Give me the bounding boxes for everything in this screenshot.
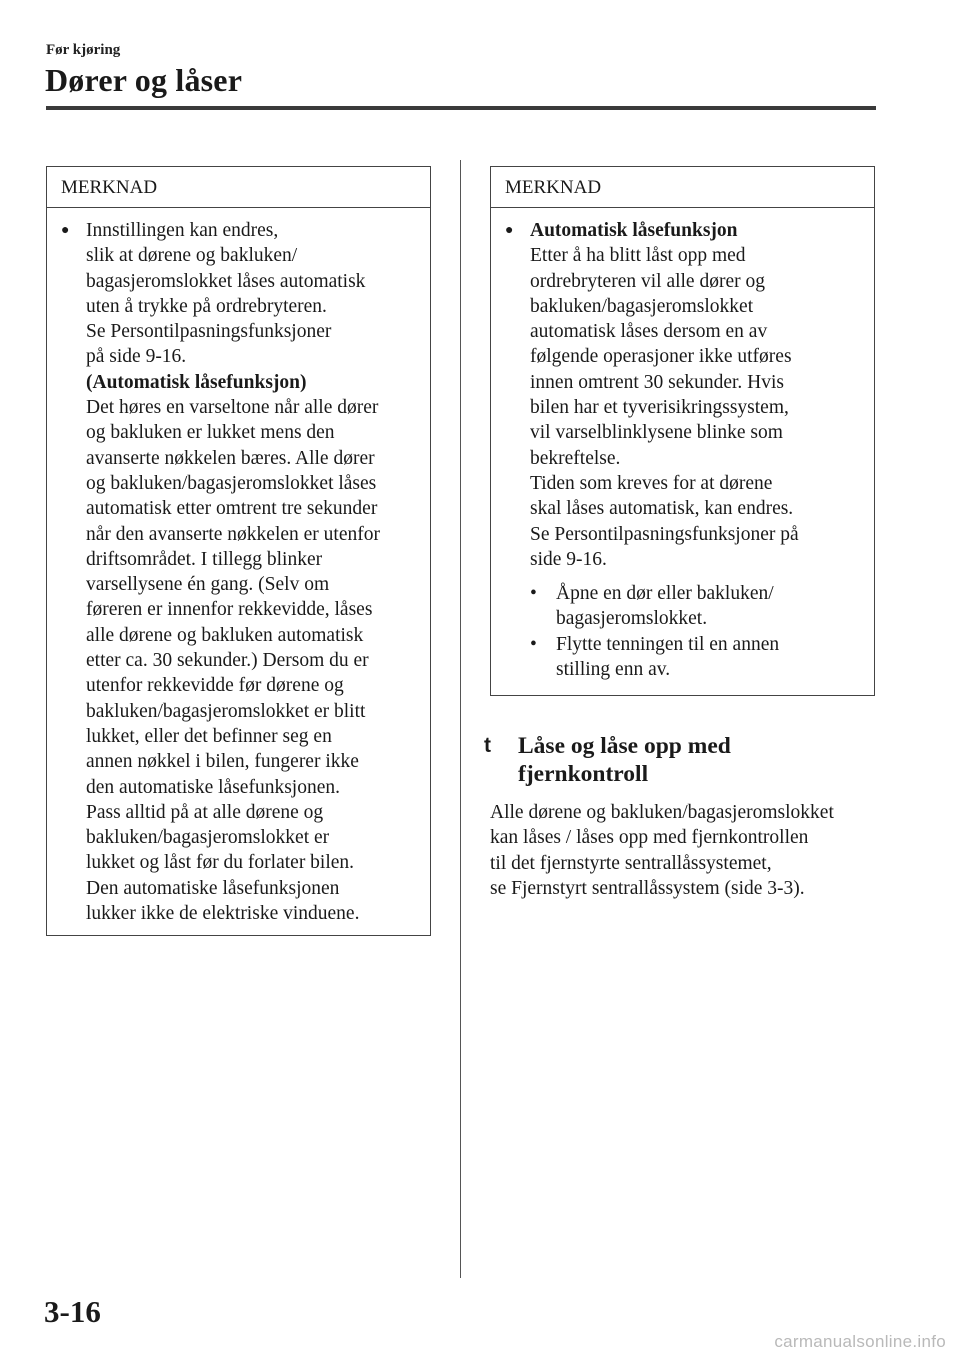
text-line: driftsområdet. I tillegg blinker bbox=[86, 548, 323, 570]
note-subheading: Automatisk låsefunksjon bbox=[530, 220, 738, 241]
text-line: bakluken/bagasjeromslokket er blitt bbox=[86, 700, 366, 722]
note-bullet bbox=[505, 218, 864, 682]
list-item-text bbox=[556, 581, 864, 632]
text-line: avanserte nøkkelen bæres. Alle dører bbox=[86, 447, 375, 469]
text-line: automatisk låses dersom en av bbox=[530, 321, 768, 343]
text-line: bekreftelse. bbox=[530, 447, 621, 469]
text-line: uten å trykke på ordrebryteren. bbox=[86, 295, 327, 317]
text-line: bagasjeromslokket. bbox=[556, 608, 708, 630]
text-line: på side 9-16. bbox=[86, 346, 187, 368]
text-line: innen omtrent 30 sekunder. Hvis bbox=[530, 371, 785, 393]
note-body bbox=[491, 208, 874, 692]
text-line: Alle dørene og bakluken/bagasjeromslokket bbox=[490, 802, 834, 823]
header-rule bbox=[46, 106, 876, 110]
note-bullet bbox=[61, 218, 420, 926]
section-heading-text bbox=[518, 732, 731, 788]
list-item-text bbox=[556, 632, 864, 683]
text-line: den automatiske låsefunksjonen. bbox=[86, 776, 340, 798]
text-line: føreren er innenfor rekkevidde, låses bbox=[86, 599, 373, 621]
text-line: annen nøkkel i bilen, fungerer ikke bbox=[86, 751, 359, 773]
text-line: bilen har et tyverisikringssystem, bbox=[530, 397, 789, 419]
text-line: bagasjeromslokket låses automatisk bbox=[86, 270, 366, 292]
note-box-right bbox=[490, 166, 875, 696]
list-item bbox=[530, 581, 864, 632]
section-marker-icon: t bbox=[484, 734, 491, 757]
text-line: Se Persontilpasningsfunksjoner på bbox=[530, 523, 799, 545]
watermark: carmanualsonline.info bbox=[774, 1332, 946, 1351]
text-line: slik at dørene og bakluken/ bbox=[86, 245, 298, 267]
text-line: lukket og låst før du forlater bilen. bbox=[86, 852, 355, 874]
text-line: når den avanserte nøkkelen er utenfor bbox=[86, 523, 380, 545]
text-line: Flytte tenningen til en annen bbox=[556, 633, 780, 655]
note-box-left bbox=[46, 166, 431, 936]
section-body bbox=[490, 800, 880, 901]
text-line: Åpne en dør eller bakluken/ bbox=[556, 583, 774, 605]
text-line: lukket, eller det befinner seg en bbox=[86, 725, 332, 747]
text-line: Etter å ha blitt låst opp med bbox=[530, 245, 746, 267]
text-line: skal låses automatisk, kan endres. bbox=[530, 498, 794, 520]
text-line: til det fjernstyrte sentrallåssystemet, bbox=[490, 852, 772, 874]
text-line: stilling enn av. bbox=[556, 659, 671, 681]
bullet-small-icon: • bbox=[530, 583, 537, 605]
heading-line: fjernkontroll bbox=[518, 761, 649, 787]
text-line: se Fjernstyrt sentrallåssystem (side 3-3). bbox=[490, 877, 805, 899]
note-body bbox=[47, 208, 430, 936]
text-line: lukker ikke de elektriske vinduene. bbox=[86, 903, 360, 925]
page-number: 3-16 bbox=[44, 1294, 101, 1329]
text-line: alle dørene og bakluken automatisk bbox=[86, 624, 364, 646]
note-label: MERKNAD bbox=[47, 167, 430, 208]
note-subheading: (Automatisk låsefunksjon) bbox=[86, 371, 307, 393]
text-line: Innstillingen kan endres, bbox=[86, 220, 279, 241]
text-line: kan låses / låses opp med fjernkontrollen bbox=[490, 827, 809, 849]
text-line: og bakluken er lukket mens den bbox=[86, 422, 335, 444]
text-line: side 9-16. bbox=[530, 548, 607, 570]
page-title: Dører og låser bbox=[45, 62, 243, 98]
text-line: etter ca. 30 sekunder.) Dersom du er bbox=[86, 650, 369, 672]
text-line: Tiden som kreves for at dørene bbox=[530, 472, 773, 494]
text-line: Den automatiske låsefunksjonen bbox=[86, 877, 340, 899]
text-line: bakluken/bagasjeromslokket bbox=[530, 295, 754, 317]
note-text bbox=[86, 218, 420, 926]
text-line: automatisk etter omtrent tre sekunder bbox=[86, 498, 378, 520]
text-line: ordrebryteren vil alle dører og bbox=[530, 270, 765, 292]
note-text bbox=[530, 218, 864, 682]
text-line: vil varselblinklysene blinke som bbox=[530, 422, 783, 444]
sub-list bbox=[530, 581, 864, 682]
column-divider bbox=[460, 160, 461, 1278]
text-line: Det høres en varseltone når alle dører bbox=[86, 397, 379, 419]
text-line: utenfor rekkevidde før dørene og bbox=[86, 675, 344, 697]
bullet-small-icon: • bbox=[530, 633, 537, 655]
text-line: bakluken/bagasjeromslokket er bbox=[86, 827, 330, 849]
list-item bbox=[530, 632, 864, 683]
section-heading bbox=[484, 732, 864, 788]
text-line: Se Persontilpasningsfunksjoner bbox=[86, 321, 332, 343]
note-label: MERKNAD bbox=[491, 167, 874, 208]
section-label: Før kjøring bbox=[46, 42, 121, 58]
bullet-dot-icon: ● bbox=[505, 223, 514, 238]
bullet-dot-icon: ● bbox=[61, 223, 70, 238]
text-line: følgende operasjoner ikke utføres bbox=[530, 346, 792, 368]
text-line: Pass alltid på at alle dørene og bbox=[86, 801, 324, 823]
text-line: og bakluken/bagasjeromslokket låses bbox=[86, 472, 377, 494]
heading-line: Låse og låse opp med bbox=[518, 733, 731, 759]
text-line: varsellysene én gang. (Selv om bbox=[86, 574, 330, 596]
